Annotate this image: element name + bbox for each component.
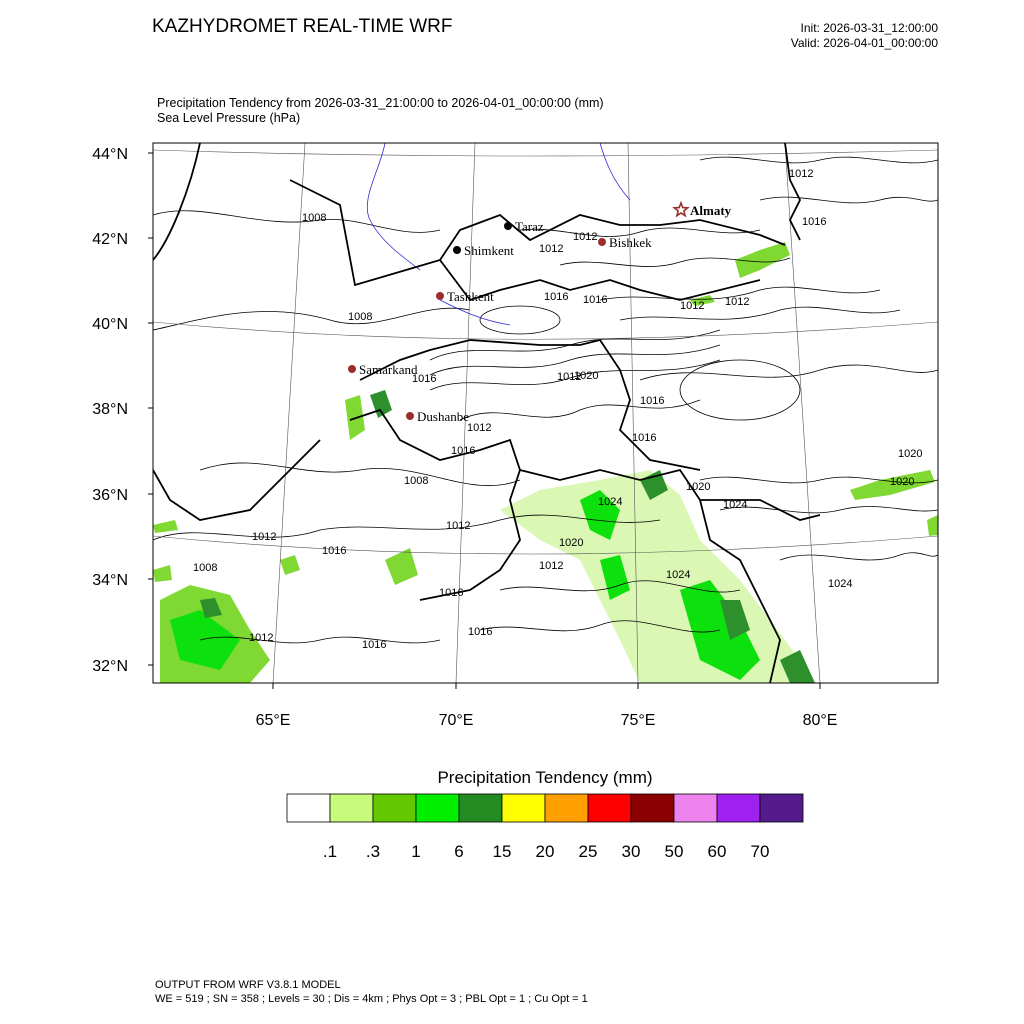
- legend-tick-label: .1: [322, 842, 338, 861]
- city-dot-icon: [406, 412, 414, 420]
- lat-label: 34°N: [92, 572, 128, 589]
- isobar-label: 1016: [439, 587, 464, 599]
- legend-tick-label: .3: [365, 842, 381, 861]
- lat-label: 32°N: [92, 658, 128, 675]
- lon-label: 70°E: [438, 712, 474, 729]
- isobar-label: 1020: [574, 370, 599, 382]
- isobar-label: 1016: [544, 291, 569, 303]
- isobar-label: 1012: [446, 520, 471, 532]
- isobar-label: 1024: [723, 499, 748, 511]
- precipitation-legend: [287, 794, 803, 861]
- legend-swatch: [416, 794, 459, 822]
- legend-swatch: [674, 794, 717, 822]
- isobar-label: 1020: [559, 537, 584, 549]
- city-label: Almaty: [690, 203, 732, 218]
- legend-title: Precipitation Tendency (mm): [437, 768, 653, 787]
- model-info: OUTPUT FROM WRF V3.8.1 MODEL: [155, 979, 341, 991]
- lat-label: 44°N: [92, 146, 128, 163]
- isobar-label: 1012: [252, 531, 277, 543]
- latitude-axis: [92, 146, 153, 675]
- legend-tick-label: 60: [707, 842, 727, 861]
- isobar-label: 1024: [598, 496, 623, 508]
- isobar-label: 1016: [362, 639, 387, 651]
- isobar-label: 1024: [666, 569, 691, 581]
- isobar-label: 1016: [583, 294, 608, 306]
- isobar-label: 1016: [468, 626, 493, 638]
- legend-tick-label: 1: [411, 842, 421, 861]
- city-label: Taraz: [515, 219, 544, 234]
- isobar-label: 1016: [802, 216, 827, 228]
- isobar-label: 1016: [640, 395, 665, 407]
- contour-description: Sea Level Pressure (hPa): [157, 111, 301, 125]
- isobar-label: 1012: [725, 296, 750, 308]
- isobar-label: 1012: [249, 632, 274, 644]
- isobar-label: 1008: [348, 311, 373, 323]
- lon-label: 80°E: [802, 712, 838, 729]
- city-label: Samarkand: [359, 362, 418, 377]
- city-dot-icon: [598, 238, 606, 246]
- isobar-label: 1016: [451, 445, 476, 457]
- legend-tick-label: 20: [535, 842, 555, 861]
- lat-label: 42°N: [92, 231, 128, 248]
- legend-tick-label: 30: [621, 842, 641, 861]
- isobar-label: 1008: [193, 562, 218, 574]
- city-dot-icon: [348, 365, 356, 373]
- legend-swatch: [631, 794, 674, 822]
- isobar-label: 1012: [467, 422, 492, 434]
- isobar-label: 1008: [302, 212, 327, 224]
- isobar-label: 1012: [789, 168, 814, 180]
- map-title: KAZHYDROMET REAL-TIME WRF: [152, 16, 453, 37]
- city-dot-icon: [504, 222, 512, 230]
- isobar-label: 1012: [539, 243, 564, 255]
- isobar-label: 1016: [322, 545, 347, 557]
- init-time: Init: 2026-03-31_12:00:00: [800, 21, 938, 35]
- lon-label: 75°E: [620, 712, 656, 729]
- legend-tick-label: 6: [454, 842, 464, 861]
- legend-swatch: [502, 794, 545, 822]
- isobar-label: 1016: [412, 373, 437, 385]
- legend-swatch: [588, 794, 631, 822]
- legend-swatch: [459, 794, 502, 822]
- valid-time: Valid: 2026-04-01_00:00:00: [790, 36, 938, 50]
- city-label: Shimkent: [464, 243, 514, 258]
- city-dot-icon: [436, 292, 444, 300]
- longitude-axis: [256, 683, 838, 729]
- isobar-label: 1012: [539, 560, 564, 572]
- legend-swatch: [545, 794, 588, 822]
- city-label: Dushanbe: [417, 409, 469, 424]
- city-dot-icon: [453, 246, 461, 254]
- city-label: Tashkent: [447, 289, 494, 304]
- legend-swatch: [287, 794, 330, 822]
- isobar-label: 1012: [557, 371, 582, 383]
- isobar-label: 1020: [898, 448, 923, 460]
- isobar-label: 1020: [890, 476, 915, 488]
- lat-label: 40°N: [92, 316, 128, 333]
- legend-tick-label: 50: [664, 842, 684, 861]
- legend-swatch: [373, 794, 416, 822]
- legend-swatch: [760, 794, 803, 822]
- isobar-label: 1020: [686, 481, 711, 493]
- city-label: Bishkek: [609, 235, 652, 250]
- isobar-label: 1008: [404, 475, 429, 487]
- lat-label: 38°N: [92, 401, 128, 418]
- legend-tick-label: 15: [492, 842, 512, 861]
- isobar-label: 1012: [680, 300, 705, 312]
- isobar-label: 1016: [632, 432, 657, 444]
- isobar-label: 1024: [828, 578, 853, 590]
- lon-label: 65°E: [255, 712, 291, 729]
- legend-swatch: [330, 794, 373, 822]
- legend-tick-label: 25: [578, 842, 598, 861]
- field-description: Precipitation Tendency from 2026-03-31_21:00:00 to 2026-04-01_00:00:00 (mm): [157, 96, 604, 110]
- legend-tick-label: 70: [750, 842, 770, 861]
- isobar-label: 1012: [573, 231, 598, 243]
- legend-swatch: [717, 794, 760, 822]
- model-settings: WE = 519 ; SN = 358 ; Levels = 30 ; Dis = 4km ; Phys Opt = 3 ; PBL Opt = 1 ; Cu Opt = 1: [155, 993, 588, 1005]
- lat-label: 36°N: [92, 487, 128, 504]
